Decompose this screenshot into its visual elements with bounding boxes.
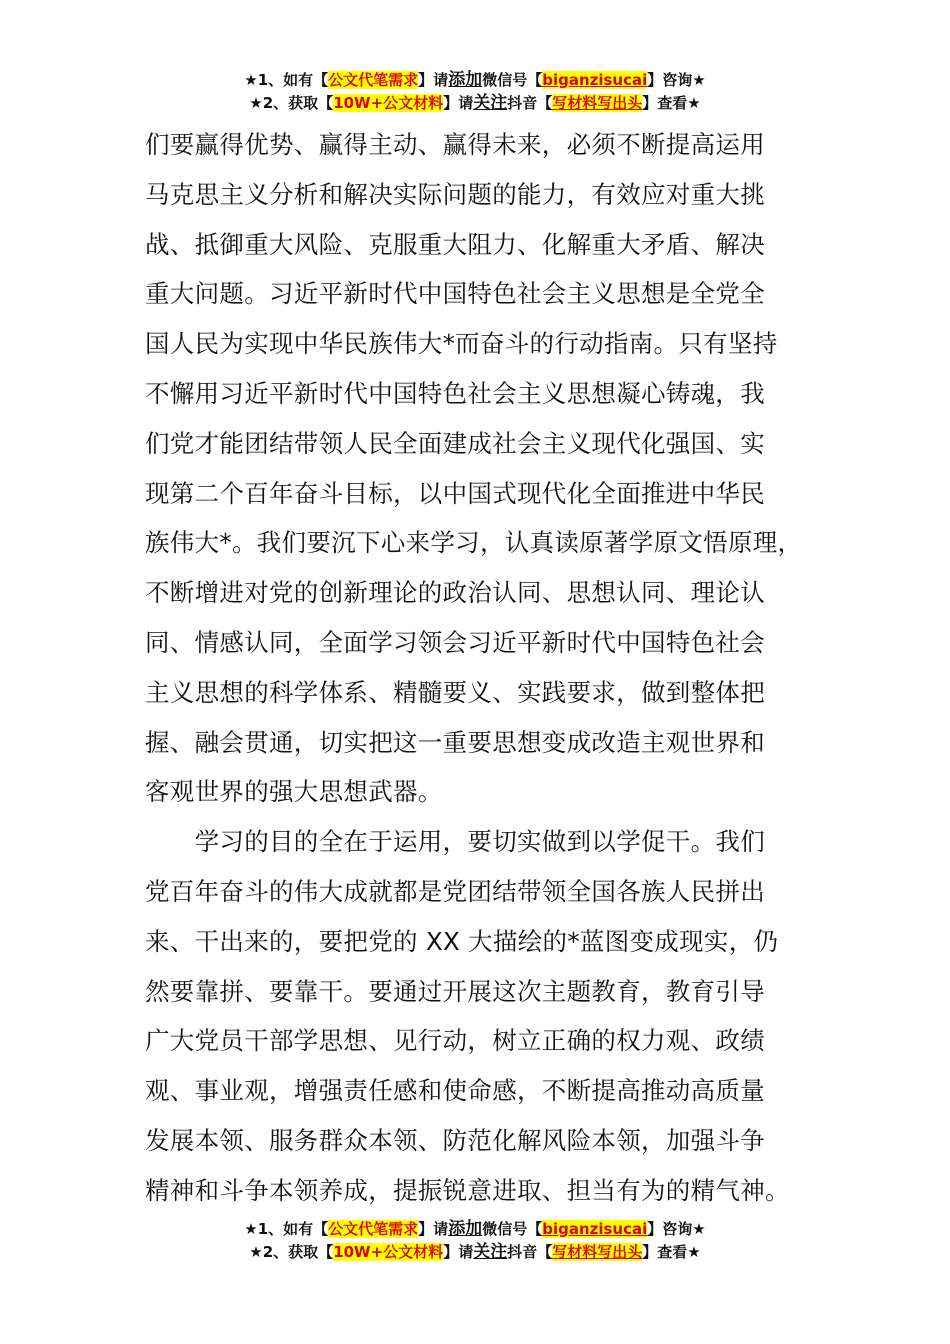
text-line: 广大党员干部学思想、见行动，树立正确的权力观、政绩	[145, 1026, 765, 1056]
text-line: 不懈用习近平新时代中国特色社会主义思想凝心铸魂，我	[145, 378, 765, 408]
banner-text: 】请	[418, 1220, 449, 1238]
footer-banner	[0, 1218, 950, 1264]
text-line: 族伟大*。我们要沉下心来学习，认真读原著学原文悟原理，	[145, 528, 803, 558]
text-line: 国人民为实现中华民族伟大*而奋斗的行动指南。只有坚持	[145, 329, 778, 359]
wechat-id: biganzisucai	[542, 1220, 648, 1238]
douyin-account: 写材料写出头	[552, 94, 643, 112]
underlined-text: 添加	[448, 70, 483, 90]
highlight-materials: 10W+公文材料	[333, 94, 444, 112]
highlight-service: 公文代笔需求	[328, 1220, 419, 1238]
banner-text: 微信号【	[482, 71, 543, 89]
banner-text: ★2、获取【	[249, 1243, 334, 1261]
banner-line-2	[0, 1241, 950, 1264]
underlined-text: 添加	[448, 1219, 483, 1239]
text-line: 重大问题。习近平新时代中国特色社会主义思想是全党全	[145, 279, 765, 309]
banner-text: ★2、获取【	[249, 94, 334, 112]
underlined-text: 关注	[473, 93, 508, 113]
text-line: 主义思想的科学体系、精髓要义、实践要求，做到整体把	[145, 677, 765, 707]
text-line: 发展本领、服务群众本领、防范化解风险本领，加强斗争	[145, 1125, 765, 1155]
text-line: 学习的目的全在于运用，要切实做到以学促干。我们	[145, 827, 765, 857]
text-line: 握、融会贯通，切实把这一重要思想变成改造主观世界和	[145, 727, 765, 757]
text-line: 客观世界的强大思想武器。	[145, 777, 443, 807]
banner-text: 抖音【	[507, 94, 553, 112]
douyin-account: 写材料写出头	[552, 1243, 643, 1261]
wechat-id: biganzisucai	[542, 71, 648, 89]
banner-text: 】咨询★	[647, 71, 706, 89]
text-line: 们要赢得优势、赢得主动、赢得未来，必须不断提高运用	[145, 130, 765, 159]
document-body	[145, 120, 845, 1216]
banner-line-2	[0, 92, 950, 115]
text-line: 党百年奋斗的伟大成就都是党团结带领全国各族人民拼出	[145, 876, 765, 906]
banner-text: 】请	[443, 1243, 474, 1261]
banner-line-1	[0, 69, 950, 92]
highlight-service: 公文代笔需求	[328, 71, 419, 89]
banner-text: 】咨询★	[647, 1220, 706, 1238]
banner-text: 】请	[443, 94, 474, 112]
text-line: 不断增进对党的创新理论的政治认同、思想认同、理论认	[145, 578, 765, 608]
text-line: 精神和斗争本领养成，提振锐意进取、担当有为的精气神。	[145, 1175, 790, 1205]
text-line: 来、干出来的，要把党的 XX 大描绘的*蓝图变成现实，仍	[145, 926, 779, 956]
text-line: 们党才能团结带领人民全面建成社会主义现代化强国、实	[145, 428, 765, 458]
banner-line-1	[0, 1218, 950, 1241]
highlight-materials: 10W+公文材料	[333, 1243, 444, 1261]
banner-text: 】查看★	[642, 94, 701, 112]
banner-text: 抖音【	[507, 1243, 553, 1261]
banner-text: ★1、如有【	[244, 71, 329, 89]
header-banner	[0, 69, 950, 115]
text-line: 战、抵御重大风险、克服重大阻力、化解重大矛盾、解决	[145, 229, 765, 259]
banner-text: ★1、如有【	[244, 1220, 329, 1238]
text-line: 然要靠拼、要靠干。要通过开展这次主题教育，教育引导	[145, 976, 765, 1006]
banner-text: 】查看★	[642, 1243, 701, 1261]
underlined-text: 关注	[473, 1242, 508, 1262]
text-line: 同、情感认同，全面学习领会习近平新时代中国特色社会	[145, 627, 765, 657]
banner-text: 】请	[418, 71, 449, 89]
banner-text: 微信号【	[482, 1220, 543, 1238]
text-line: 观、事业观，增强责任感和使命感，不断提高推动高质量	[145, 1076, 765, 1106]
text-line: 现第二个百年奋斗目标，以中国式现代化全面推进中华民	[145, 478, 765, 508]
text-line: 马克思主义分析和解决实际问题的能力，有效应对重大挑	[145, 179, 765, 209]
